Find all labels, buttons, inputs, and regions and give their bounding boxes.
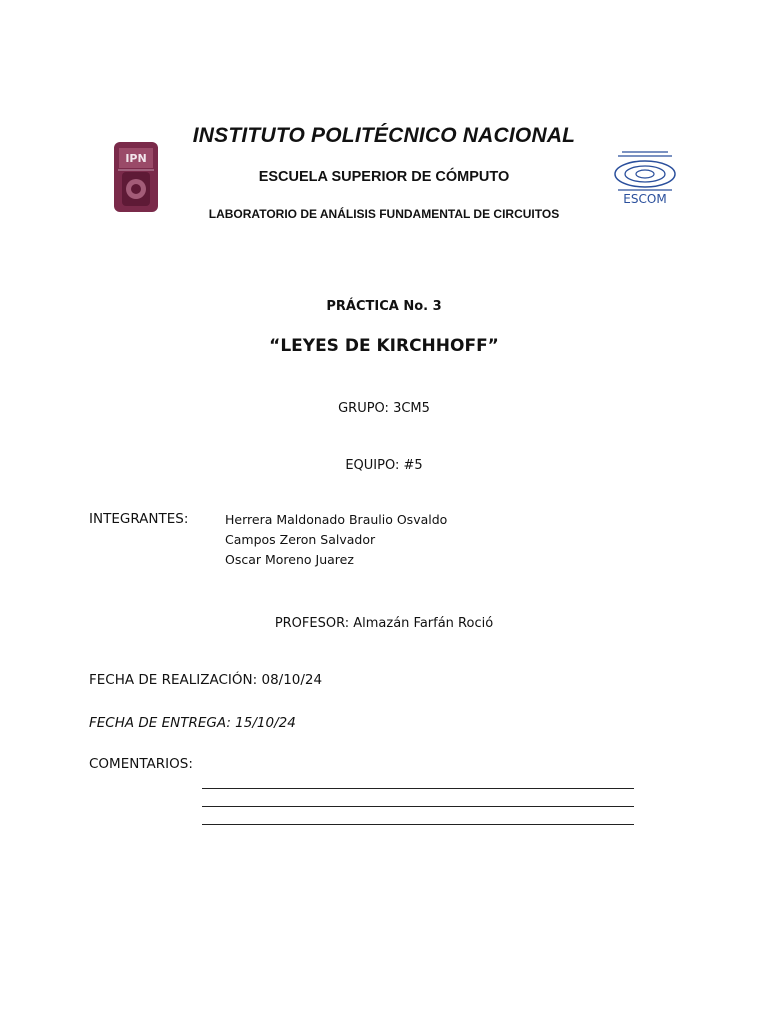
team-label: EQUIPO: #5 [345,458,423,473]
comment-line [202,824,634,825]
realization-date: FECHA DE REALIZACIÓN: 08/10/24 [89,672,323,688]
ipn-logo-text: IPN [125,152,147,165]
school-name: ESCUELA SUPERIOR DE CÓMPUTO [258,169,510,185]
comments-label: COMENTARIOS: [89,756,193,772]
laboratory-name: LABORATORIO DE ANÁLISIS FUNDAMENTAL DE CIRCUITOS [208,207,560,221]
practice-title: “LEYES DE KIRCHHOFF” [269,336,499,356]
member-name: Campos Zeron Salvador [225,532,376,547]
member-name: Oscar Moreno Juarez [225,552,354,567]
practice-number: PRÁCTICA No. 3 [326,299,442,314]
group-label: GRUPO: 3CM5 [338,401,430,416]
member-name: Herrera Maldonado Braulio Osvaldo [225,512,448,527]
delivery-date: FECHA DE ENTREGA: 15/10/24 [89,715,296,731]
professor-label: PROFESOR: Almazán Farfán Roció [274,616,494,631]
comment-line [202,806,634,807]
members-label: INTEGRANTES: [89,511,189,527]
comment-line [202,788,634,789]
institution-title: INSTITUTO POLITÉCNICO NACIONAL [192,124,576,147]
escom-logo-text: ESCOM [623,192,667,206]
